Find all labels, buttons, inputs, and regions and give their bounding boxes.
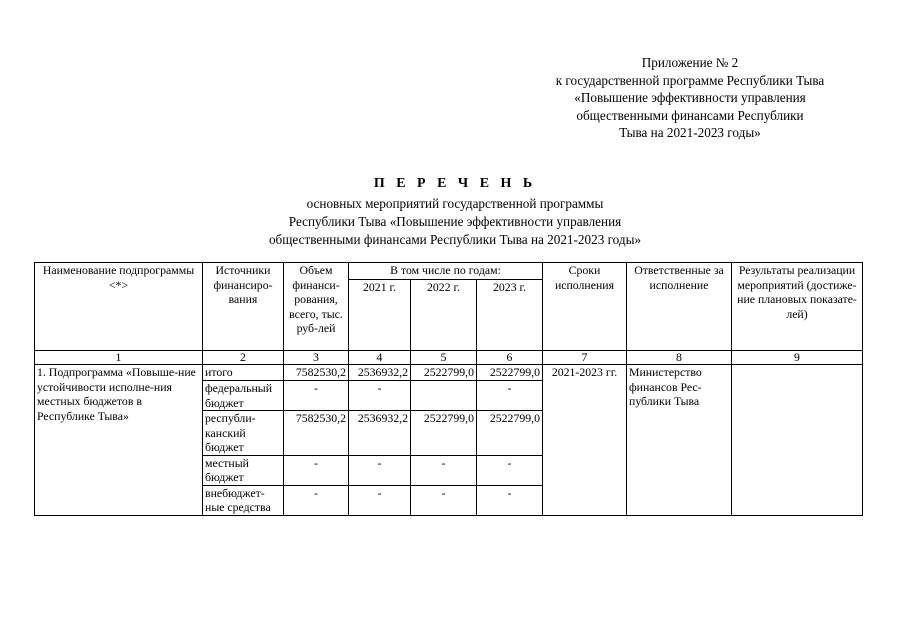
column-number: 8 (627, 351, 732, 365)
year-2021-cell: - (349, 485, 411, 515)
column-number: 3 (284, 351, 349, 365)
measures-table (34, 262, 863, 516)
total-cell: - (284, 485, 349, 515)
year-2023-cell: - (477, 455, 543, 485)
year-2023-cell: - (477, 381, 543, 411)
year-2022-cell: 2522799,0 (411, 411, 477, 456)
column-number: 7 (543, 351, 627, 365)
header-by-years: В том числе по годам: (349, 263, 543, 280)
year-2023-cell: 2522799,0 (477, 365, 543, 381)
source-cell: федеральный бюджет (203, 381, 284, 411)
total-cell: 7582530,2 (284, 365, 349, 381)
column-number: 1 (35, 351, 203, 365)
title-line: Республики Тыва «Повышение эффективности управления (288, 214, 622, 229)
year-2021-cell: - (349, 455, 411, 485)
year-2023-cell: - (477, 485, 543, 515)
source-cell: республи-канский бюджет (203, 411, 284, 456)
header-year-2021: 2021 г. (349, 280, 411, 351)
total-cell: - (284, 455, 349, 485)
header-name: Наименование подпрограммы <*> (35, 263, 203, 351)
header-year-2023: 2023 г. (477, 280, 543, 351)
year-2022-cell: - (411, 455, 477, 485)
column-number: 5 (411, 351, 477, 365)
title-main: П Е Р Е Ч Е Н Ь (373, 176, 537, 191)
year-2022-cell: 2522799,0 (411, 365, 477, 381)
year-2021-cell: - (349, 381, 411, 411)
year-2021-cell: 2536932,2 (349, 365, 411, 381)
appendix-line: общественными финансами Республики (576, 107, 804, 123)
appendix-line: Тыва на 2021-2023 годы» (619, 125, 761, 140)
title-line: основных мероприятий государственной программы (306, 196, 604, 211)
column-number: 6 (477, 351, 543, 365)
header-volume: Объем финанси-рования, всего, тыс. руб-лей (284, 263, 349, 351)
results-cell (732, 365, 863, 516)
year-2023-cell: 2522799,0 (477, 411, 543, 456)
header-year-2022: 2022 г. (411, 280, 477, 351)
document-title (150, 175, 760, 249)
appendix-line: к государственной программе Республики Тыва (555, 72, 825, 88)
source-cell: внебюджет-ные средства (203, 485, 284, 515)
total-cell: - (284, 381, 349, 411)
header-results: Результаты реализации мероприятий (достиже-ние плановых показате-лей) (732, 263, 863, 351)
header-source: Источники финансиро-вания (203, 263, 284, 351)
column-number: 2 (203, 351, 284, 365)
column-number: 4 (349, 351, 411, 365)
table-row (35, 365, 863, 381)
appendix-header (520, 54, 860, 142)
year-2021-cell: 2536932,2 (349, 411, 411, 456)
year-2022-cell: - (411, 485, 477, 515)
header-responsible: Ответственные за исполнение (627, 263, 732, 351)
subprogram-name: 1. Подпрограмма «Повыше-ние устойчивости исполне-ния местных бюджетов в Республике Тыва» (35, 365, 203, 516)
header-terms: Сроки исполнения (543, 263, 627, 351)
terms-cell: 2021-2023 гг. (543, 365, 627, 516)
column-number: 9 (732, 351, 863, 365)
appendix-line: «Повышение эффективности управления (574, 90, 806, 105)
column-numbers-row (35, 351, 863, 365)
year-2022-cell (411, 381, 477, 411)
responsible-cell: Министерство финансов Рес-публики Тыва (627, 365, 732, 516)
source-cell: итого (203, 365, 284, 381)
title-line: общественными финансами Республики Тыва на 2021-2023 годы» (268, 232, 642, 247)
appendix-line: Приложение № 2 (641, 55, 739, 70)
source-cell: местный бюджет (203, 455, 284, 485)
total-cell: 7582530,2 (284, 411, 349, 456)
